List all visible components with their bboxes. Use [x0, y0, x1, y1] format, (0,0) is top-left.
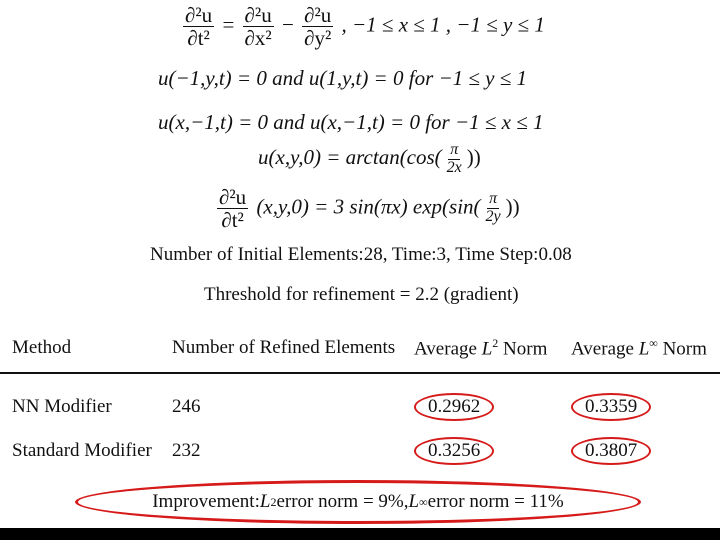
pde-domain: , −1 ≤ x ≤ 1 , −1 ≤ y ≤ 1 [341, 12, 545, 37]
ic1-right: )) [466, 145, 481, 170]
improvement-middle: error norm = 9%, [276, 491, 409, 512]
pi-over-2x-fraction [445, 142, 464, 177]
header-l2-prefix: Average [414, 338, 482, 360]
fraction-denominator: ∂y² [304, 26, 332, 51]
header-method: Method [12, 337, 72, 359]
header-linf-prefix: Average [571, 338, 639, 360]
header-l2-superscript: 2 [492, 336, 499, 350]
fraction-numerator: π [489, 190, 498, 208]
header-linf-superscript: ∞ [649, 336, 658, 350]
row-linf-cell [559, 429, 720, 473]
results-table [0, 326, 720, 473]
improvement-summary [75, 480, 641, 524]
fraction-numerator: ∂²u [185, 3, 213, 27]
row-method: Standard Modifier [12, 440, 152, 462]
fraction-numerator: ∂²u [304, 3, 332, 27]
row-refined-count: 246 [172, 396, 201, 418]
ic2-right: )) [505, 194, 520, 219]
header-refined-elements: Number of Refined Elements [172, 337, 396, 359]
header-linf-norm [559, 326, 720, 373]
fraction-denominator: 2x [446, 158, 462, 176]
fraction-denominator: ∂t² [187, 26, 210, 51]
pi-over-2y-fraction [484, 191, 503, 226]
table-row [0, 385, 720, 429]
table-header-row [0, 326, 720, 373]
header-l2-suffix: Norm [498, 338, 548, 360]
initial-condition-1 [258, 142, 481, 177]
row-linf-cell [559, 385, 720, 429]
table-row [0, 429, 720, 473]
fraction-numerator: ∂²u [244, 3, 272, 27]
header-linf-suffix: Norm [657, 338, 707, 360]
d2u-dt2-fraction [183, 4, 214, 49]
d2u-dy2-fraction [302, 4, 333, 49]
d2u-dx2-fraction [243, 4, 274, 49]
improvement-linf-symbol: L [408, 491, 420, 512]
row-l2-value: 0.2962 [414, 393, 494, 421]
bottom-black-bar [0, 528, 720, 540]
row-linf-value: 0.3807 [571, 437, 651, 465]
fraction-denominator: ∂t² [221, 208, 244, 233]
boundary-condition-1: u(−1,y,t) = 0 and u(1,y,t) = 0 for −1 ≤ y ≤ 1 [158, 66, 528, 90]
row-l2-cell [402, 385, 559, 429]
fraction-denominator: 2y [485, 208, 501, 226]
improvement-l2-superscript: 2 [270, 494, 277, 509]
header-linf-symbol: L [638, 338, 650, 360]
simulation-parameters: Number of Initial Elements:28, Time:3, Time Step:0.08 [150, 244, 572, 265]
improvement-linf-superscript: ∞ [419, 494, 428, 509]
improvement-l2-symbol: L [259, 491, 271, 512]
row-l2-value: 0.3256 [414, 437, 494, 465]
minus-sign: − [281, 12, 294, 37]
row-refined-count: 232 [172, 440, 201, 462]
improvement-suffix: error norm = 11% [427, 491, 564, 512]
fraction-numerator: ∂²u [219, 185, 247, 209]
pde-equation [180, 4, 545, 49]
improvement-prefix: Improvement: [152, 491, 260, 512]
initial-condition-2 [214, 186, 520, 231]
row-l2-cell [402, 429, 559, 473]
row-linf-value: 0.3359 [571, 393, 651, 421]
ic2-middle: (x,y,0) = 3 sin(πx) exp(sin( [256, 194, 481, 219]
row-method: NN Modifier [12, 396, 112, 418]
equals-sign: = [222, 12, 235, 37]
ic1-left: u(x,y,0) = arctan(cos( [258, 145, 442, 170]
fraction-denominator: ∂x² [244, 26, 272, 51]
header-l2-symbol: L [481, 338, 493, 360]
header-l2-norm [402, 326, 559, 373]
fraction-numerator: π [450, 141, 459, 158]
refinement-threshold: Threshold for refinement = 2.2 (gradient) [204, 284, 519, 305]
d2u-dt2-fraction [217, 186, 248, 231]
boundary-condition-2: u(x,−1,t) = 0 and u(x,−1,t) = 0 for −1 ≤ x ≤ 1 [158, 110, 544, 134]
